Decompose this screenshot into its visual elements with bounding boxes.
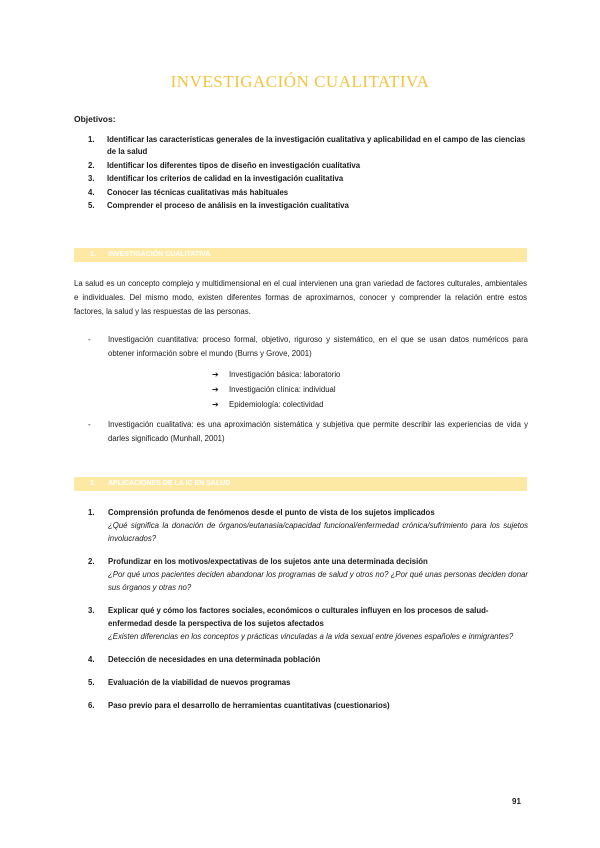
sub-item-text: Investigación clínica: individual	[229, 385, 336, 394]
application-number: 3.	[88, 606, 95, 615]
application-question: ¿Qué significa la donación de órganos/eutanasia/capacidad funcional/enfermedad crónica/sufrimiento para los sujetos involucrados?	[108, 521, 528, 543]
intro-paragraph: La salud es un concepto complejo y multidimensional en el cual intervienen una gran variedad de factores culturales, ambientales e individuales. Del mismo modo, existen diferentes formas de aproximarnos, conocer y comprender la relación entre estos factores, la salud y las respuestas de las personas.	[74, 279, 527, 316]
application-number: 1.	[88, 508, 95, 517]
application-number: 6.	[88, 701, 95, 710]
objective-text: Identificar los diferentes tipos de diseño en investigación cualitativa	[107, 160, 361, 170]
arrow-icon: ➔	[212, 370, 219, 379]
dash-bullet: -	[88, 420, 91, 429]
objectives-list	[88, 134, 528, 214]
objective-item	[88, 134, 528, 158]
objective-item	[88, 187, 528, 199]
objective-item	[88, 173, 528, 185]
section-title: APLICACIONES DE LA IC EN SALUD	[108, 480, 231, 487]
application-heading: Comprensión profunda de fenómenos desde el punto de vista de los sujetos implicados	[108, 508, 435, 517]
application-heading: Explicar qué y cómo los factores sociales, económicos o culturales influyen en los procesos de salud-enfermedad desde la perspectiva de los sujetos afectados	[108, 606, 489, 628]
application-item	[88, 506, 528, 545]
section-number: 1.	[90, 251, 96, 258]
objective-number: 5.	[88, 201, 95, 210]
section-number: 2.	[90, 480, 96, 487]
applications-list	[88, 506, 528, 712]
objective-item	[88, 160, 528, 172]
objective-text: Identificar las características generales de la investigación cualitativa y aplicabilidad en el campo de las ciencias de la salud	[107, 135, 526, 156]
application-number: 2.	[88, 557, 95, 566]
application-heading: Detección de necesidades en una determinada población	[108, 655, 321, 664]
objective-text: Identificar los criterios de calidad en la investigación cualitativa	[107, 174, 344, 183]
sub-item-text: Epidemiología: colectividad	[229, 400, 324, 409]
sub-item	[212, 368, 340, 383]
objective-item	[88, 200, 528, 212]
sub-item-text: Investigación básica: laboratorio	[229, 370, 341, 379]
objective-number: 2.	[88, 160, 95, 170]
section-header-investigacion-cualitativa	[74, 248, 527, 262]
application-question: ¿Por qué unos pacientes deciden abandonar los programas de salud y otros no? ¿Por qué unas personas deciden donar sus órganos y otras no?	[108, 570, 528, 592]
arrow-icon: ➔	[212, 400, 219, 409]
objectives-label: Objetivos:	[74, 114, 116, 124]
application-heading: Profundizar en los motivos/expectativas de los sujetos ante una determinada decisión	[108, 557, 428, 566]
application-heading: Paso previo para el desarrollo de herramientas cuantitativas (cuestionarios)	[108, 701, 390, 710]
objective-text: Conocer las técnicas cualitativas más habituales	[107, 187, 289, 197]
section-header-aplicaciones	[74, 477, 527, 491]
page-title: INVESTIGACIÓN CUALITATIVA	[170, 72, 430, 91]
objective-number: 1.	[88, 135, 95, 144]
section-title: INVESTIGACIÓN CUALITATIVA	[108, 251, 211, 258]
dash-item-text: Investigación cualitativa: es una aproximación sistemática y subjetiva que permite describir las experiencias de vida y darles significado (Munhall, 2001)	[108, 420, 528, 443]
application-number: 5.	[88, 678, 95, 687]
dash-item-cualitativa	[88, 418, 528, 446]
application-number: 4.	[88, 655, 95, 664]
objective-number: 3.	[88, 174, 95, 183]
dash-item-cuantitativa	[88, 333, 528, 361]
application-question: ¿Existen diferencias en los conceptos y prácticas vinculadas a la vida sexual entre jóvenes españoles e inmigrantes?	[108, 632, 514, 641]
application-item	[88, 555, 528, 594]
objective-text: Comprender el proceso de análisis en la investigación cualitativa	[107, 201, 349, 210]
sub-item	[212, 398, 340, 413]
objective-number: 4.	[88, 187, 95, 197]
dash-item-text: Investigación cuantitativa: proceso formal, objetivo, riguroso y sistemático, en el que se usan datos numéricos para obtener información sobre el mundo (Burns y Grove, 2001)	[108, 335, 528, 358]
application-item	[88, 604, 528, 643]
application-item	[88, 699, 528, 712]
arrow-icon: ➔	[212, 385, 219, 394]
sub-item	[212, 383, 340, 398]
page-number: 91	[512, 797, 521, 806]
application-item	[88, 676, 528, 689]
sub-item-list	[212, 368, 340, 413]
dash-bullet: -	[88, 335, 91, 344]
application-heading: Evaluación de la viabilidad de nuevos programas	[108, 678, 291, 687]
application-item	[88, 653, 528, 666]
